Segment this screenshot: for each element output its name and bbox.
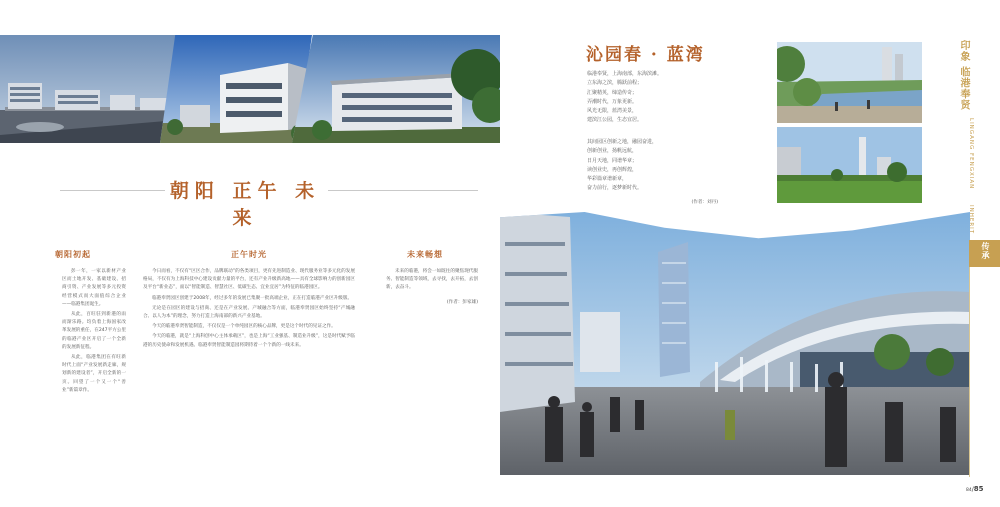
photo-panel-industrial-park-2 [160,35,312,143]
tab-label-cn: 传承 [981,242,990,260]
poem-line: 建滨江公园，生态宜居。 [587,117,643,124]
paragraph: 彭一年，一家以新材产业区而土地开发、基础建设、招商引资、产业发展等多元投资经营模式而大面值综合企业——临港集团诞生。 [62,269,126,307]
page-number-prefix: 84 [966,488,972,493]
section-text-morning [62,268,126,397]
headline-rule-right [328,190,478,191]
paragraph: 从此，临港集团在有旺新时代上面“产业发展新走廊，规划新的建设者”，开启全新的一页。回望了一个又一个“善业”新篇章作。 [62,355,126,393]
tab-label-en: INHERIT [968,205,974,235]
poem-line: 临港奉贤，上海南部，东海滨滩。 [587,71,663,77]
paragraph: 今天的临港，就是“上海科创中心主体承载区”，也是上海“工业强基、制造业升级”，这是时代赋予临港的历史使命和发展机遇。临港奉贤智能制造园将期待着一个个新的一线未来。 [143,334,355,348]
brand-vertical: 印象 临港奉贤 [958,40,969,111]
paragraph: 临港奉贤园区创建于2008年，经过多年的发展已集聚一批高端企业，正在打造临港产业区升级版。 [152,295,353,301]
brand-pinyin: LINGANG FENGXIAN [968,118,974,190]
poem-title: 沁园春 · 蓝湾 [586,45,705,65]
section-title-morning: 朝阳初起 [55,250,91,259]
poem-line: 读创业史，再创辉煌， [587,166,638,173]
photo-riverside-park [777,42,922,123]
photo-panel-industrial-park-1 [0,35,178,143]
paragraph: 从此，百旺驻到新港的雨而渐乐路。均负着上海国家改革发展的重任，在247平方公里的临港产业区开启了一个全新的发展新征程。 [62,312,126,350]
section-title-future: 未来畅想 [407,250,443,259]
poem-line: 立东海之滨，腾跃前程； [587,80,643,87]
paragraph: 今天的临港奉贤智能制造，不仅仅是一个单纯园区的核心品牌，更是这个时代的见证之作。 [152,324,336,330]
photo-green-skyline [777,127,922,203]
poem-line: 其间园区创新之地，融园奋进， [587,139,658,145]
paragraph: 无论是在园区的建设与招商、还是在产业发展、产城融合等方面，临港奉贤园区始终坚持“产城融合、以人为本”的理念，努力打造上海南部的新兴产业基地。 [143,305,355,320]
page-number-value: 85 [973,485,984,493]
section-text-future [386,268,478,305]
poem-line: 华彩篇章谱新章， [587,176,628,183]
photo-plaza-fountain-rendering [500,212,970,475]
photo-panel-industrial-park-3 [292,35,500,143]
page-number: 84/85 [966,485,984,493]
paragraph: 未来的临港，将会一如既往的聚焦现代服务、智能制造等领域，去寻找，去开拓，去创新，去奋斗。 [386,269,478,291]
section-title-noon: 正午时光 [231,250,267,259]
section-text-noon [143,268,355,352]
future-author: (作者：彭家雄) [446,299,478,305]
poem-line: 奋力前行，逐梦新时代。 [587,185,643,192]
poem-line: 日月天地，同谱华章； [587,157,638,164]
headline: 朝阳 正午 未来 [169,180,321,229]
poem-line: 汇聚精英，缔造传奇； [587,89,638,96]
poem-author: (作者：刘丹) [691,200,718,205]
tab-guide-line [969,267,970,477]
poem-stanza-1 [587,70,765,126]
poem-stanza-2 [587,138,765,194]
paragraph: 今日而看，不仅有“区区合作，品牌联动”的各类项目，更有先进制造业、现代服务业等多元化的发展格局，不仅有为上海科技中心建设贡献力量的平台，还有产业升级新高地——具有全球影响力的创新园区及平台“新业态”，面以“智能制造、智慧社区、低碳生态、宜业宜居”为特征的临港园区。 [143,269,355,291]
headline-rule-left [60,190,165,191]
poem-line: 风光无限，蓝湾美景， [587,108,638,115]
poem-line: 弄潮时代，万象更新。 [587,98,638,105]
poem-line: 创新创业，扬帆远航， [587,148,638,155]
